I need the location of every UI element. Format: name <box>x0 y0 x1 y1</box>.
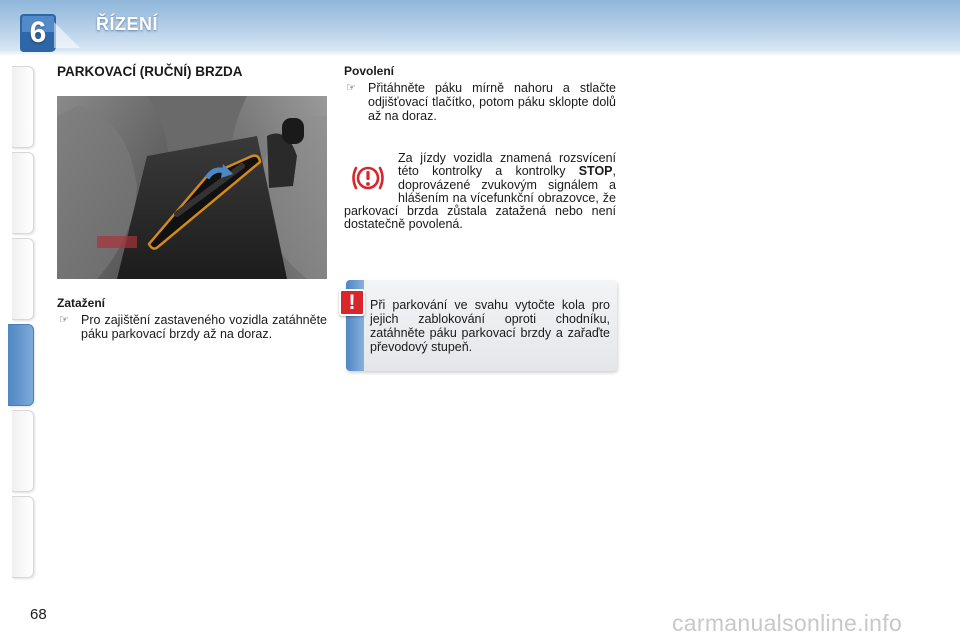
brake-warning-explanation <box>344 152 616 232</box>
pointing-hand-icon: ☞ <box>346 82 356 94</box>
chapter-tab-6[interactable] <box>12 496 34 578</box>
parking-brake-photo <box>57 96 327 279</box>
chapter-title: ŘÍZENÍ <box>96 14 159 34</box>
icon-spacer <box>344 152 398 205</box>
apply-brake-section <box>57 296 327 341</box>
page-number: 68 <box>30 606 47 623</box>
stop-label: STOP <box>578 164 613 179</box>
release-brake-text: Přitáhněte páku mírně nahoru a stlačte odjišťovací tlačítko, potom páku sklopte dolů až na doraz. <box>368 81 616 123</box>
chapter-tab-active[interactable] <box>8 324 34 406</box>
apply-brake-step <box>57 313 327 341</box>
chapter-arrow-icon <box>54 18 88 52</box>
chapter-tab-5[interactable] <box>12 410 34 492</box>
chapter-tab-1[interactable] <box>12 66 34 148</box>
header-fade <box>0 50 960 56</box>
watermark: carmanualsonline.info <box>672 610 903 636</box>
release-brake-step <box>344 81 616 123</box>
exclamation-warning-icon: ! <box>339 289 365 316</box>
slope-parking-text: Při parkování ve svahu vytočte kola pro jejich zablokování oproti chodníku, zatáhněte páku parkovací brzdy a zařaďte převodový stupeň. <box>370 298 610 354</box>
release-brake-section <box>344 64 616 123</box>
brake-warning-text-end: , doprovázené zvukovým signálem a hlášením na vícefunkční obrazovce, že parkovací brzda zůstala zatažená nebo není dostatečně povolená. <box>344 164 616 232</box>
brake-warning-text-start: Za jízdy vozidla znamená rozsvícení této kontrolky a kontrolky <box>398 151 616 179</box>
release-brake-heading: Povolení <box>344 64 395 78</box>
chapter-tab-2[interactable] <box>12 152 34 234</box>
section-title: PARKOVACÍ (RUČNÍ) BRZDA <box>57 64 243 79</box>
parking-brake-illustration <box>57 96 327 279</box>
chapter-tab-strip <box>0 66 36 576</box>
chapter-tab-3[interactable] <box>12 238 34 320</box>
pointing-hand-icon: ☞ <box>59 314 69 326</box>
apply-brake-text: Pro zajištění zastaveného vozidla zatáhněte páku parkovací brzdy až na doraz. <box>81 313 327 341</box>
apply-brake-heading: Zatažení <box>57 296 106 310</box>
chapter-number: 6 <box>29 16 47 49</box>
